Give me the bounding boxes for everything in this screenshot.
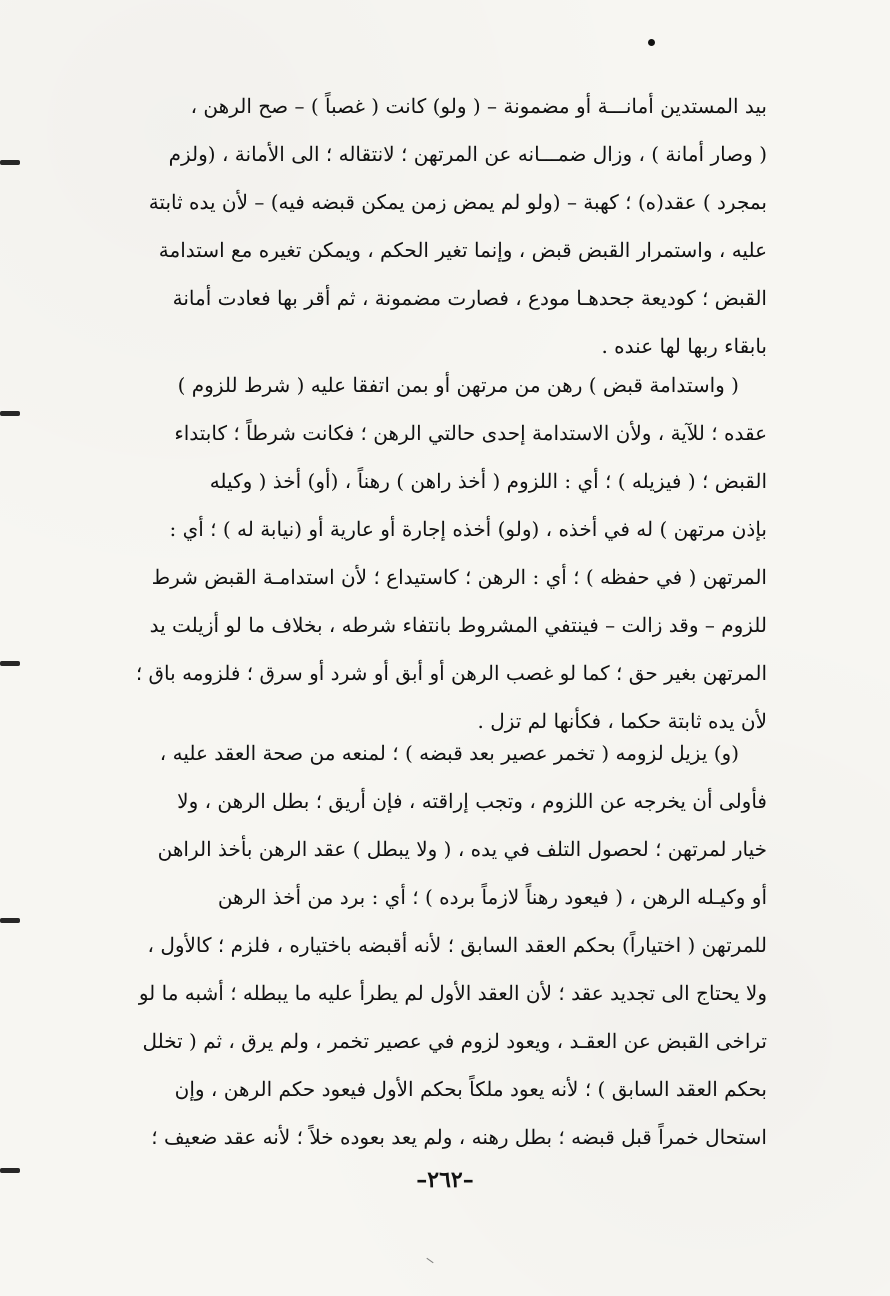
margin-mark [0, 661, 20, 666]
text-line: بحكم العقد السابق ) ؛ لأنه يعود ملكاً بحكم الأول فيعود حكم الرهن ، وإن [174, 1077, 767, 1101]
paragraph-2 [117, 361, 767, 745]
margin-mark [0, 411, 20, 416]
text-line: القبض ؛ كوديعة جحدهـا مودع ، فصارت مضمونة ، ثم أقر بها فعادت أمانة [172, 286, 767, 310]
text-line: بابقاء ربها لها عنده . [601, 334, 767, 358]
text-line: عقده ؛ للآية ، ولأن الاستدامة إحدى حالتي الرهن ؛ فكانت شرطاً ؛ كابتداء [174, 421, 767, 445]
paragraph-3 [117, 729, 767, 1161]
text-line: لأن يده ثابتة حكما ، فكأنها لم تزل . [477, 709, 767, 733]
text-line: تراخى القبض عن العقـد ، ويعود لزوم في عصير تخمر ، ولم يرق ، ثم ( تخلل [142, 1029, 767, 1053]
text-line: ( واستدامة قبض ) رهن من مرتهن أو بمن اتفقا عليه ( شرط للزوم ) [177, 373, 739, 397]
text-line: المرتهن ( في حفظه ) ؛ أي : الرهن ؛ كاستيداع ؛ لأن استدامـة القبض شرط [151, 565, 767, 589]
text-line: ( وصار أمانة ) ، وزال ضمـــانه عن المرتهن ؛ لانتقاله ؛ الى الأمانة ، (ولزم [168, 142, 767, 166]
text-line: للمرتهن ( اختياراً) بحكم العقد السابق ؛ لأنه أقبضه باختياره ، فلزم ؛ كالأول ، [147, 933, 767, 957]
scan-mark [426, 1258, 433, 1263]
text-line: فأولى أن يخرجه عن اللزوم ، وتجب إراقته ، فإن أريق ؛ بطل الرهن ، ولا [177, 789, 767, 813]
text-line: المرتهن بغير حق ؛ كما لو غصب الرهن أو أبق أو شرد أو سرق ؛ فلزومه باق ؛ [135, 661, 767, 685]
paragraph-1 [117, 82, 767, 370]
text-line: بيد المستدين أمانـــة أو مضمونة – ( ولو) كانت ( غصباً ) – صح الرهن ، [190, 94, 767, 118]
text-line: عليه ، واستمرار القبض قبض ، وإنما تغير الحكم ، ويمكن تغيره مع استدامة [158, 238, 767, 262]
text-line: بمجرد ) عقد(ه) ؛ كهبة – (ولو لم يمض زمن يمكن قبضه فيه) – لأن يده ثابتة [148, 190, 767, 214]
text-line: خيار لمرتهن ؛ لحصول التلف في يده ، ( ولا يبطل ) عقد الرهن بأخذ الراهن [157, 837, 767, 861]
text-line: بإذن مرتهن ) له في أخذه ، (ولو) أخذه إجارة أو عارية أو (نيابة له ) ؛ أي : [169, 517, 767, 541]
text-line: استحال خمراً قبل قبضه ؛ بطل رهنه ، ولم يعد بعوده خلاً ؛ لأنه عقد ضعيف ؛ [151, 1125, 767, 1149]
text-line: أو وكيـله الرهن ، ( فيعود رهناً لازماً برده ) ؛ أي : برد من أخذ الرهن [217, 885, 767, 909]
text-line: للزوم – وقد زالت – فينتفي المشروط بانتفاء شرطه ، بخلاف ما لو أزيلت يد [149, 613, 767, 637]
margin-mark [0, 160, 20, 165]
page-dot-mark [648, 39, 655, 46]
text-line: (و) يزيل لزومه ( تخمر عصير بعد قبضه ) ؛ لمنعه من صحة العقد عليه ، [159, 741, 739, 765]
page-number: –٢٦٢– [416, 1167, 474, 1193]
margin-mark [0, 918, 20, 923]
text-line: ولا يحتاج الى تجديد عقد ؛ لأن العقد الأول لم يطرأ عليه ما يبطله ؛ أشبه ما لو [138, 981, 767, 1005]
text-line: القبض ؛ ( فيزيله ) ؛ أي : اللزوم ( أخذ راهن ) رهناً ، (أو) أخذ ( وكيله [209, 469, 767, 493]
